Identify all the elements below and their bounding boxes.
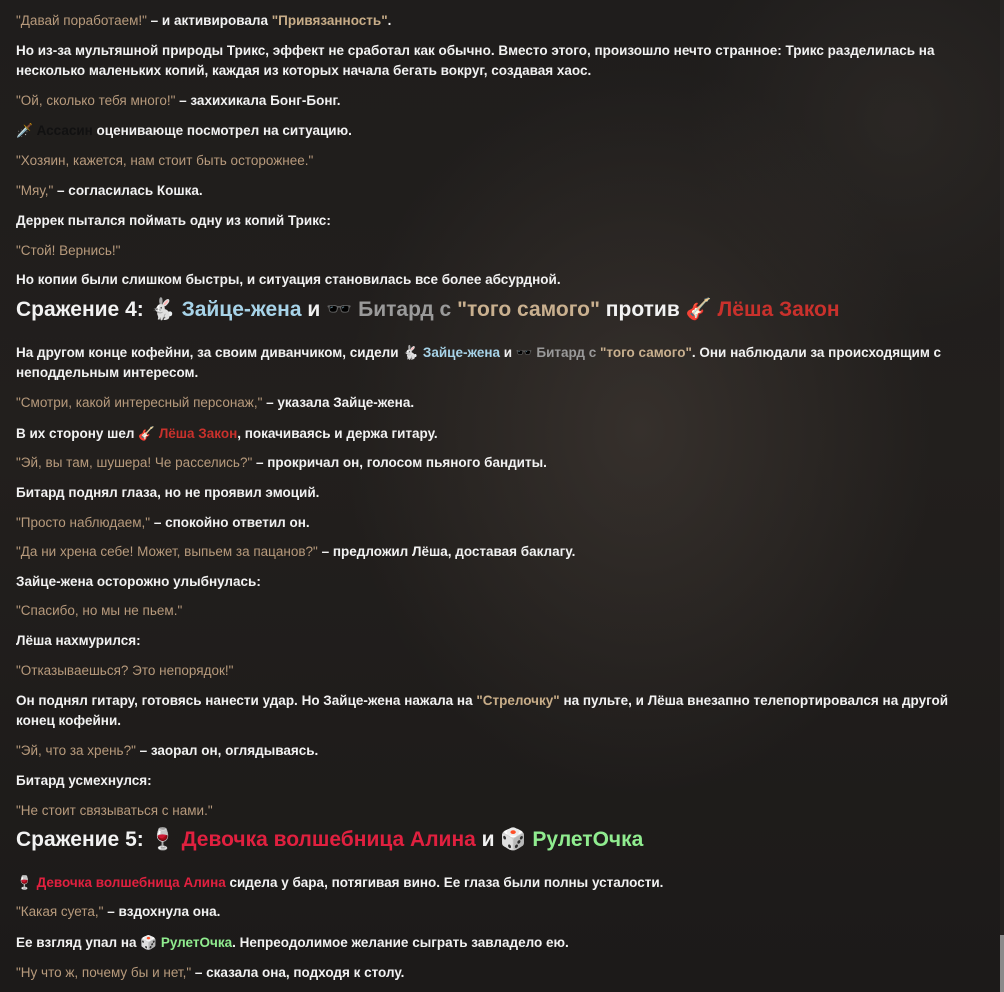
paragraph [16,453,547,473]
paragraph [16,741,318,761]
text-segment: против [599,298,686,321]
text-segment: "Привязанность" [271,13,388,28]
paragraph [16,151,313,171]
text-segment: Сражение 4: [16,298,150,321]
text-segment: . Они наблюдали за происходящим с неподдельным интересом. [16,345,942,380]
text-segment: Лёша нахмурился: [16,633,141,648]
paragraph [16,631,141,651]
emoji-icon: 🗡️ [16,123,37,138]
paragraph [16,801,213,821]
paragraph [16,963,404,983]
paragraph [16,873,663,893]
paragraph [16,181,203,201]
emoji-icon: 🎲 [500,828,533,851]
text-segment: и [475,828,501,851]
text-segment: РулетОчка [160,935,233,950]
text-segment: "Да ни хрена себе! Может, выпьем за пацанов?" [16,544,318,559]
text-segment: Лёша Закон [717,298,840,321]
text-segment: Девочка волшебница Алина [181,828,476,851]
text-segment: – заорал он, оглядываясь. [135,743,319,758]
battle-5-heading [16,826,643,854]
text-segment: – прокричал он, голосом пьяного бандиты. [252,455,547,470]
text-segment: Зайце-жена осторожно улыбнулась: [16,574,261,589]
text-segment: Девочка волшебница Алина [36,875,226,890]
paragraph [16,424,438,444]
text-segment: "Эй, что за хрень?" [16,743,136,758]
paragraph [16,270,561,290]
scrollbar-track[interactable] [1000,0,1004,992]
emoji-icon: 🐇 [149,298,182,321]
text-segment: "Не стоит связываться с нами." [16,803,213,818]
text-segment: Но копии были слишком быстры, и ситуация становилась все более абсурдной. [16,272,561,287]
text-segment: Он поднял гитару, готовясь нанести удар. Но Зайце-жена нажала на [16,693,477,708]
text-segment: "Давай поработаем!" [16,13,147,28]
emoji-icon: 🎸 [685,298,718,321]
text-segment: . [387,13,392,28]
paragraph [16,211,331,231]
paragraph [16,601,182,621]
text-segment: "Ну что ж, почему бы и нет," [16,965,192,980]
scrollbar-thumb[interactable] [1000,935,1004,992]
paragraph [16,41,976,81]
paragraph [16,91,341,111]
text-segment: РулетОчка [532,828,644,851]
text-segment: – указала Зайце-жена. [262,395,415,410]
text-segment: – захихикала Бонг-Бонг. [175,93,341,108]
text-segment: оценивающе посмотрел на ситуацию. [92,123,352,138]
text-segment: , покачиваясь и держа гитару. [237,426,438,441]
paragraph [16,121,352,141]
emoji-icon: 🎸 [138,426,159,441]
emoji-icon: 🍷 [149,828,182,851]
emoji-icon: 🕶️ [326,298,359,321]
paragraph [16,241,120,261]
text-segment: – и активировала [146,13,272,28]
text-segment: "Стрелочку" [476,693,560,708]
emoji-icon: 🐇 [402,345,423,360]
text-segment: "Спасибо, но мы не пьем." [16,603,183,618]
text-segment: – предложил Лёша, доставая баклагу. [317,544,576,559]
text-segment: – вздохнула она. [103,904,221,919]
text-segment: – сказала она, подходя к столу. [191,965,405,980]
text-segment: "Стой! Вернись!" [16,243,121,258]
paragraph [16,661,233,681]
paragraph [16,343,976,383]
text-segment: Ее взгляд упал на [16,935,141,950]
paragraph [16,572,261,592]
paragraph [16,513,310,533]
text-segment: "Отказываешься? Это непорядок!" [16,663,234,678]
text-segment: "Смотри, какой интересный персонаж," [16,395,263,410]
paragraph [16,771,152,791]
paragraph [16,933,569,953]
text-segment: . Непреодолимое желание сыграть завладело ею. [232,935,569,950]
text-segment: "Мяу," [16,183,54,198]
paragraph [16,691,976,731]
paragraph [16,11,391,31]
text-segment: сидела у бара, потягивая вино. Ее глаза были полны усталости. [225,875,664,890]
text-segment: Битард усмехнулся: [16,773,152,788]
text-segment: "Эй, вы там, шушера! Че расселись?" [16,455,253,470]
text-segment: "Просто наблюдаем," [16,515,151,530]
paragraph [16,542,575,562]
text-segment: Но из-за мультяшной природы Трикс, эффект не сработал как обычно. Вместо этого, произошло нечто странное: Трикс разделилась на несколько маленьких копий, каждая из которых начала бегать вокруг, создавая хаос. [16,43,935,78]
text-segment: Деррек пытался поймать одну из копий Трикс: [16,213,331,228]
text-segment: "Ой, сколько тебя много!" [16,93,176,108]
text-segment: В их сторону шел [16,426,139,441]
text-segment: "того самого" [457,298,600,321]
paragraph [16,902,220,922]
text-segment: Ассасин [36,123,93,138]
text-segment: Битард с [358,298,458,321]
text-segment: Зайце-жена [181,298,302,321]
emoji-icon: 🎲 [140,935,161,950]
text-segment: На другом конце кофейни, за своим диванчиком, сидели [16,345,403,360]
battle-4-heading [16,296,840,324]
text-segment: Битард с [536,345,601,360]
text-segment: "Какая суета," [16,904,104,919]
paragraph [16,393,414,413]
text-segment: и [301,298,327,321]
text-segment: и [500,345,516,360]
text-segment: – согласилась Кошка. [53,183,203,198]
text-segment: Зайце-жена [422,345,501,360]
text-segment: Лёша Закон [158,426,238,441]
text-segment: – спокойно ответил он. [150,515,310,530]
text-segment: "Хозяин, кажется, нам стоит быть осторожнее." [16,153,314,168]
paragraph [16,483,319,503]
text-segment: на пульте, и Лёша внезапно телепортировался на другой конец кофейни. [16,693,949,728]
text-segment: Битард поднял глаза, но не проявил эмоций. [16,485,320,500]
text-segment: "того самого" [600,345,692,360]
emoji-icon: 🍷 [16,875,37,890]
emoji-icon: 🕶️ [515,345,537,360]
text-segment: Сражение 5: [16,828,150,851]
